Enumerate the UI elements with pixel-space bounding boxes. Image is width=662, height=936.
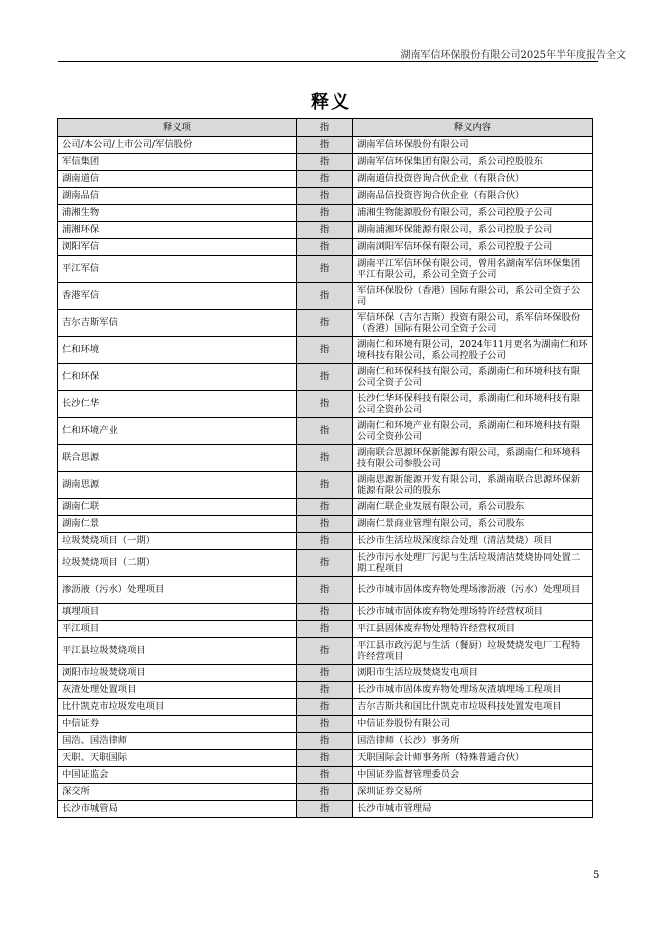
definition-cell: 平江县市政污泥与生活（餐厨）垃圾焚烧发电厂工程特许经营项目 bbox=[353, 638, 593, 665]
definition-cell: 军信环保股份（香港）国际有限公司，系公司全资子公司 bbox=[353, 283, 593, 310]
term-cell: 平江军信 bbox=[58, 256, 297, 283]
term-cell: 军信集团 bbox=[58, 154, 297, 171]
definition-cell: 中信证券股份有限公司 bbox=[353, 716, 593, 733]
ref-cell: 指 bbox=[297, 137, 353, 154]
table-row bbox=[58, 256, 593, 283]
term-cell: 浦湘环保 bbox=[58, 222, 297, 239]
term-cell: 填埋项目 bbox=[58, 604, 297, 621]
ref-cell: 指 bbox=[297, 472, 353, 499]
table-row bbox=[58, 391, 593, 418]
definition-cell: 天职国际会计师事务所（特殊普通合伙） bbox=[353, 750, 593, 767]
term-cell: 渗沥液（污水）处理项目 bbox=[58, 577, 297, 604]
definition-cell: 湖南仁联企业发展有限公司，系公司股东 bbox=[353, 499, 593, 516]
definition-cell: 长沙市城市管理局 bbox=[353, 801, 593, 818]
ref-cell: 指 bbox=[297, 733, 353, 750]
definition-cell: 长沙市城市固体废弃物处理场灰渣填埋场工程项目 bbox=[353, 682, 593, 699]
ref-cell: 指 bbox=[297, 638, 353, 665]
term-cell: 湖南仁联 bbox=[58, 499, 297, 516]
ref-cell: 指 bbox=[297, 222, 353, 239]
table-row bbox=[58, 516, 593, 533]
term-cell: 垃圾焚烧项目（一期） bbox=[58, 533, 297, 550]
ref-cell: 指 bbox=[297, 188, 353, 205]
table-row bbox=[58, 577, 593, 604]
definition-cell: 深圳证券交易所 bbox=[353, 784, 593, 801]
definition-cell: 湖南仁景商业管理有限公司，系公司股东 bbox=[353, 516, 593, 533]
term-cell: 仁和环境 bbox=[58, 337, 297, 364]
table-row bbox=[58, 801, 593, 818]
column-header-ref: 指 bbox=[297, 119, 353, 137]
term-cell: 香港军信 bbox=[58, 283, 297, 310]
table-row bbox=[58, 499, 593, 516]
ref-cell: 指 bbox=[297, 364, 353, 391]
table-row bbox=[58, 364, 593, 391]
header-divider bbox=[58, 61, 598, 62]
term-cell: 浏阳军信 bbox=[58, 239, 297, 256]
term-cell: 中信证券 bbox=[58, 716, 297, 733]
definition-cell: 浦湘生物能源股份有限公司，系公司控股子公司 bbox=[353, 205, 593, 222]
ref-cell: 指 bbox=[297, 445, 353, 472]
glossary-table-body bbox=[58, 137, 593, 818]
term-cell: 深交所 bbox=[58, 784, 297, 801]
term-cell: 吉尔吉斯军信 bbox=[58, 310, 297, 337]
ref-cell: 指 bbox=[297, 784, 353, 801]
definition-cell: 长沙仁华环保科技有限公司，系湖南仁和环境科技有限公司全资孙公司 bbox=[353, 391, 593, 418]
ref-cell: 指 bbox=[297, 171, 353, 188]
page-title: 释义 bbox=[311, 92, 351, 113]
definition-cell: 长沙市生活垃圾深度综合处理（清洁焚烧）项目 bbox=[353, 533, 593, 550]
definition-cell: 浏阳市生活垃圾焚烧发电项目 bbox=[353, 665, 593, 682]
definition-cell: 湖南军信环保集团有限公司，系公司控股股东 bbox=[353, 154, 593, 171]
term-cell: 中国证监会 bbox=[58, 767, 297, 784]
ref-cell: 指 bbox=[297, 391, 353, 418]
table-row bbox=[58, 699, 593, 716]
table-row bbox=[58, 337, 593, 364]
column-header-definition: 释义内容 bbox=[353, 119, 593, 137]
ref-cell: 指 bbox=[297, 283, 353, 310]
table-row bbox=[58, 716, 593, 733]
table-row bbox=[58, 767, 593, 784]
table-row bbox=[58, 205, 593, 222]
glossary-table bbox=[57, 118, 593, 818]
table-row bbox=[58, 137, 593, 154]
ref-cell: 指 bbox=[297, 665, 353, 682]
table-row bbox=[58, 239, 593, 256]
definition-cell: 湖南仁和环境产业有限公司，系湖南仁和环境科技有限公司全资孙公司 bbox=[353, 418, 593, 445]
term-cell: 仁和环境产业 bbox=[58, 418, 297, 445]
ref-cell: 指 bbox=[297, 337, 353, 364]
table-row bbox=[58, 750, 593, 767]
term-cell: 浦湘生物 bbox=[58, 205, 297, 222]
definition-cell: 湖南道信投资咨询合伙企业（有限合伙） bbox=[353, 171, 593, 188]
ref-cell: 指 bbox=[297, 716, 353, 733]
term-cell: 比什凯克市垃圾发电项目 bbox=[58, 699, 297, 716]
definition-cell: 湖南联合思源环保新能源有限公司，系湖南仁和环境科技有限公司参股公司 bbox=[353, 445, 593, 472]
ref-cell: 指 bbox=[297, 801, 353, 818]
ref-cell: 指 bbox=[297, 310, 353, 337]
definition-cell: 吉尔吉斯共和国比什凯克市垃圾科技处置发电项目 bbox=[353, 699, 593, 716]
term-cell: 天职、天职国际 bbox=[58, 750, 297, 767]
ref-cell: 指 bbox=[297, 533, 353, 550]
table-row bbox=[58, 283, 593, 310]
ref-cell: 指 bbox=[297, 418, 353, 445]
definition-cell: 湖南浏阳军信环保有限公司，系公司控股子公司 bbox=[353, 239, 593, 256]
table-row bbox=[58, 310, 593, 337]
term-cell: 湖南思源 bbox=[58, 472, 297, 499]
table-row bbox=[58, 533, 593, 550]
table-row bbox=[58, 621, 593, 638]
definition-cell: 长沙市污水处理厂污泥与生活垃圾清洁焚烧协同处置二期工程项目 bbox=[353, 550, 593, 577]
table-row bbox=[58, 550, 593, 577]
table-row bbox=[58, 604, 593, 621]
table-row bbox=[58, 784, 593, 801]
term-cell: 浏阳市垃圾焚烧项目 bbox=[58, 665, 297, 682]
table-row bbox=[58, 222, 593, 239]
term-cell: 联合思源 bbox=[58, 445, 297, 472]
ref-cell: 指 bbox=[297, 750, 353, 767]
definition-cell: 平江县固体废弃物处理特许经营权项目 bbox=[353, 621, 593, 638]
table-row bbox=[58, 171, 593, 188]
definition-cell: 中国证券监督管理委员会 bbox=[353, 767, 593, 784]
ref-cell: 指 bbox=[297, 205, 353, 222]
term-cell: 湖南道信 bbox=[58, 171, 297, 188]
definition-cell: 长沙市城市固体废弃物处理场渗沥液（污水）处理项目 bbox=[353, 577, 593, 604]
page-number: 5 bbox=[593, 870, 600, 881]
term-cell: 湖南品信 bbox=[58, 188, 297, 205]
table-row bbox=[58, 154, 593, 171]
term-cell: 湖南仁景 bbox=[58, 516, 297, 533]
ref-cell: 指 bbox=[297, 767, 353, 784]
ref-cell: 指 bbox=[297, 699, 353, 716]
table-row bbox=[58, 638, 593, 665]
ref-cell: 指 bbox=[297, 604, 353, 621]
table-header-row bbox=[58, 119, 593, 137]
term-cell: 平江项目 bbox=[58, 621, 297, 638]
definition-cell: 长沙市城市固体废弃物处理场特许经营权项目 bbox=[353, 604, 593, 621]
table-row bbox=[58, 188, 593, 205]
definition-cell: 湖南仁和环境有限公司，2024年11月更名为湖南仁和环境科技有限公司，系公司控股子公司 bbox=[353, 337, 593, 364]
table-row bbox=[58, 418, 593, 445]
term-cell: 国浩、国浩律师 bbox=[58, 733, 297, 750]
table-row bbox=[58, 445, 593, 472]
ref-cell: 指 bbox=[297, 516, 353, 533]
definition-cell: 湖南思源新能源开发有限公司，系湖南联合思源环保新能源有限公司的股东 bbox=[353, 472, 593, 499]
ref-cell: 指 bbox=[297, 499, 353, 516]
table-row bbox=[58, 472, 593, 499]
definition-cell: 军信环保（吉尔吉斯）投资有限公司，系军信环保股份（香港）国际有限公司全资子公司 bbox=[353, 310, 593, 337]
ref-cell: 指 bbox=[297, 550, 353, 577]
page-header: 湖南军信环保股份有限公司2025年半年度报告全文 bbox=[400, 50, 626, 61]
definition-cell: 湖南品信投资咨询合伙企业（有限合伙） bbox=[353, 188, 593, 205]
term-cell: 平江县垃圾焚烧项目 bbox=[58, 638, 297, 665]
table-row bbox=[58, 682, 593, 699]
term-cell: 长沙仁华 bbox=[58, 391, 297, 418]
ref-cell: 指 bbox=[297, 256, 353, 283]
term-cell: 长沙市城管局 bbox=[58, 801, 297, 818]
definition-cell: 湖南平江军信环保有限公司，曾用名湖南军信环保集团平江有限公司，系公司全资子公司 bbox=[353, 256, 593, 283]
definition-cell: 湖南浦湘环保能源有限公司，系公司控股子公司 bbox=[353, 222, 593, 239]
term-cell: 公司/本公司/上市公司/军信股份 bbox=[58, 137, 297, 154]
table-row bbox=[58, 665, 593, 682]
definition-cell: 国浩律师（长沙）事务所 bbox=[353, 733, 593, 750]
ref-cell: 指 bbox=[297, 621, 353, 638]
ref-cell: 指 bbox=[297, 577, 353, 604]
ref-cell: 指 bbox=[297, 682, 353, 699]
column-header-term: 释义项 bbox=[58, 119, 297, 137]
table-row bbox=[58, 733, 593, 750]
term-cell: 仁和环保 bbox=[58, 364, 297, 391]
definition-cell: 湖南军信环保股份有限公司 bbox=[353, 137, 593, 154]
definition-cell: 湖南仁和环保科技有限公司，系湖南仁和环境科技有限公司全资子公司 bbox=[353, 364, 593, 391]
ref-cell: 指 bbox=[297, 239, 353, 256]
ref-cell: 指 bbox=[297, 154, 353, 171]
term-cell: 灰渣处理处置项目 bbox=[58, 682, 297, 699]
term-cell: 垃圾焚烧项目（二期） bbox=[58, 550, 297, 577]
